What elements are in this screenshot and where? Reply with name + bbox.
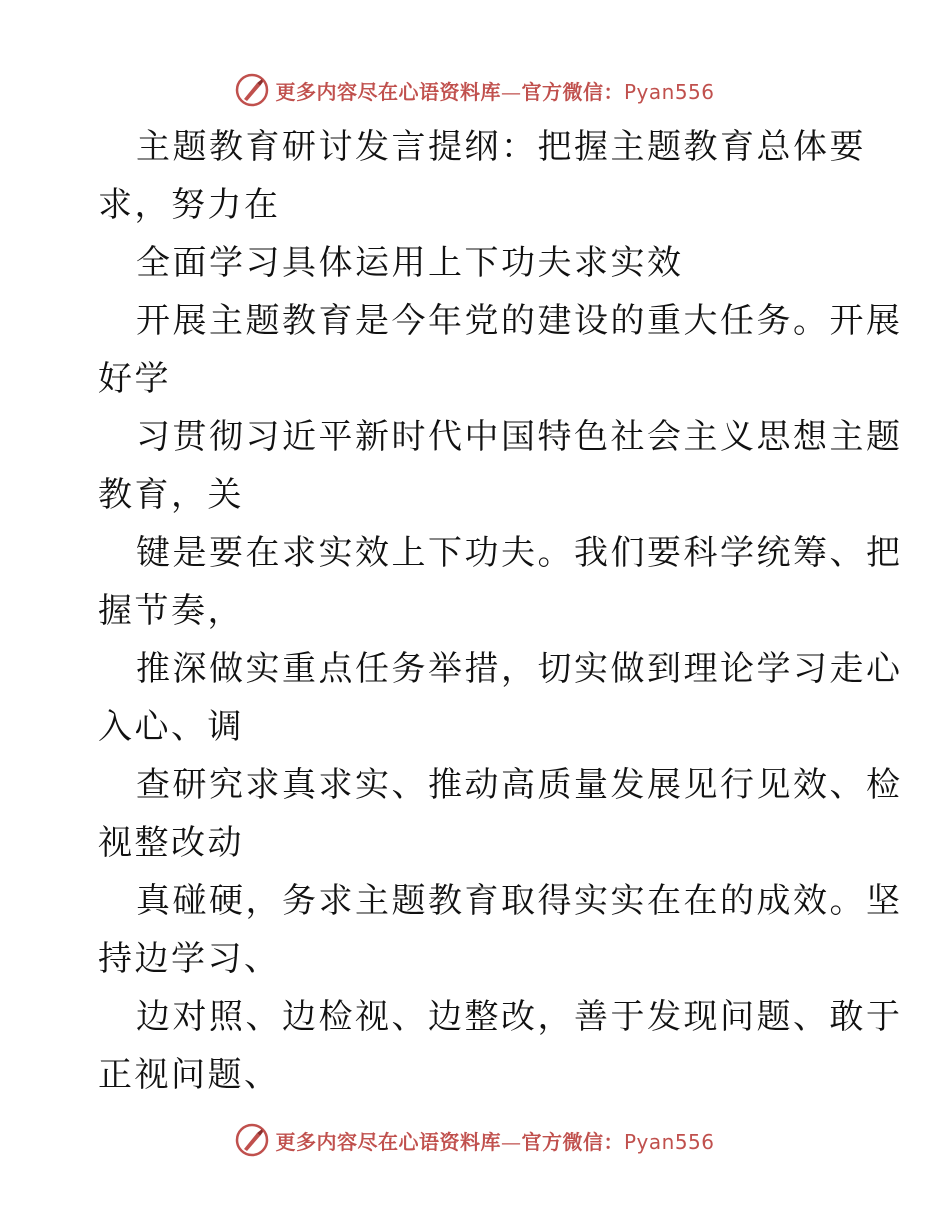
header-watermark	[0, 70, 950, 110]
document-line: 持边学习、	[98, 939, 281, 979]
document-line: 查研究求真求实、推动高质量发展见行见效、检	[136, 765, 903, 805]
document-line: 视整改动	[98, 823, 244, 863]
document-line: 真碰硬，务求主题教育取得实实在在的成效。坚	[136, 881, 903, 921]
quill-logo-icon	[235, 73, 269, 107]
document-line: 边对照、边检视、边整改，善于发现问题、敢于	[136, 997, 903, 1037]
document-line: 求，努力在	[98, 185, 281, 225]
document-line: 主题教育研讨发言提纲：把握主题教育总体要	[136, 127, 866, 167]
quill-logo-icon	[235, 1123, 269, 1157]
watermark-text: 更多内容尽在心语资料库—官方微信：Pyan556	[275, 1129, 715, 1154]
document-body	[98, 118, 903, 1104]
document-line: 正视问题、	[98, 1055, 281, 1095]
document-line: 教育，关	[98, 475, 244, 515]
document-line: 键是要在求实效上下功夫。我们要科学统筹、把	[136, 533, 903, 573]
document-line: 推深做实重点任务举措，切实做到理论学习走心	[136, 649, 903, 689]
document-line: 入心、调	[98, 707, 244, 747]
document-line: 全面学习具体运用上下功夫求实效	[136, 243, 684, 283]
watermark-text: 更多内容尽在心语资料库—官方微信：Pyan556	[275, 79, 715, 104]
footer-watermark	[0, 1120, 950, 1160]
document-line: 好学	[98, 359, 171, 399]
document-line: 握节奏，	[98, 591, 244, 631]
document-line: 开展主题教育是今年党的建设的重大任务。开展	[136, 301, 903, 341]
document-line: 习贯彻习近平新时代中国特色社会主义思想主题	[136, 417, 903, 457]
